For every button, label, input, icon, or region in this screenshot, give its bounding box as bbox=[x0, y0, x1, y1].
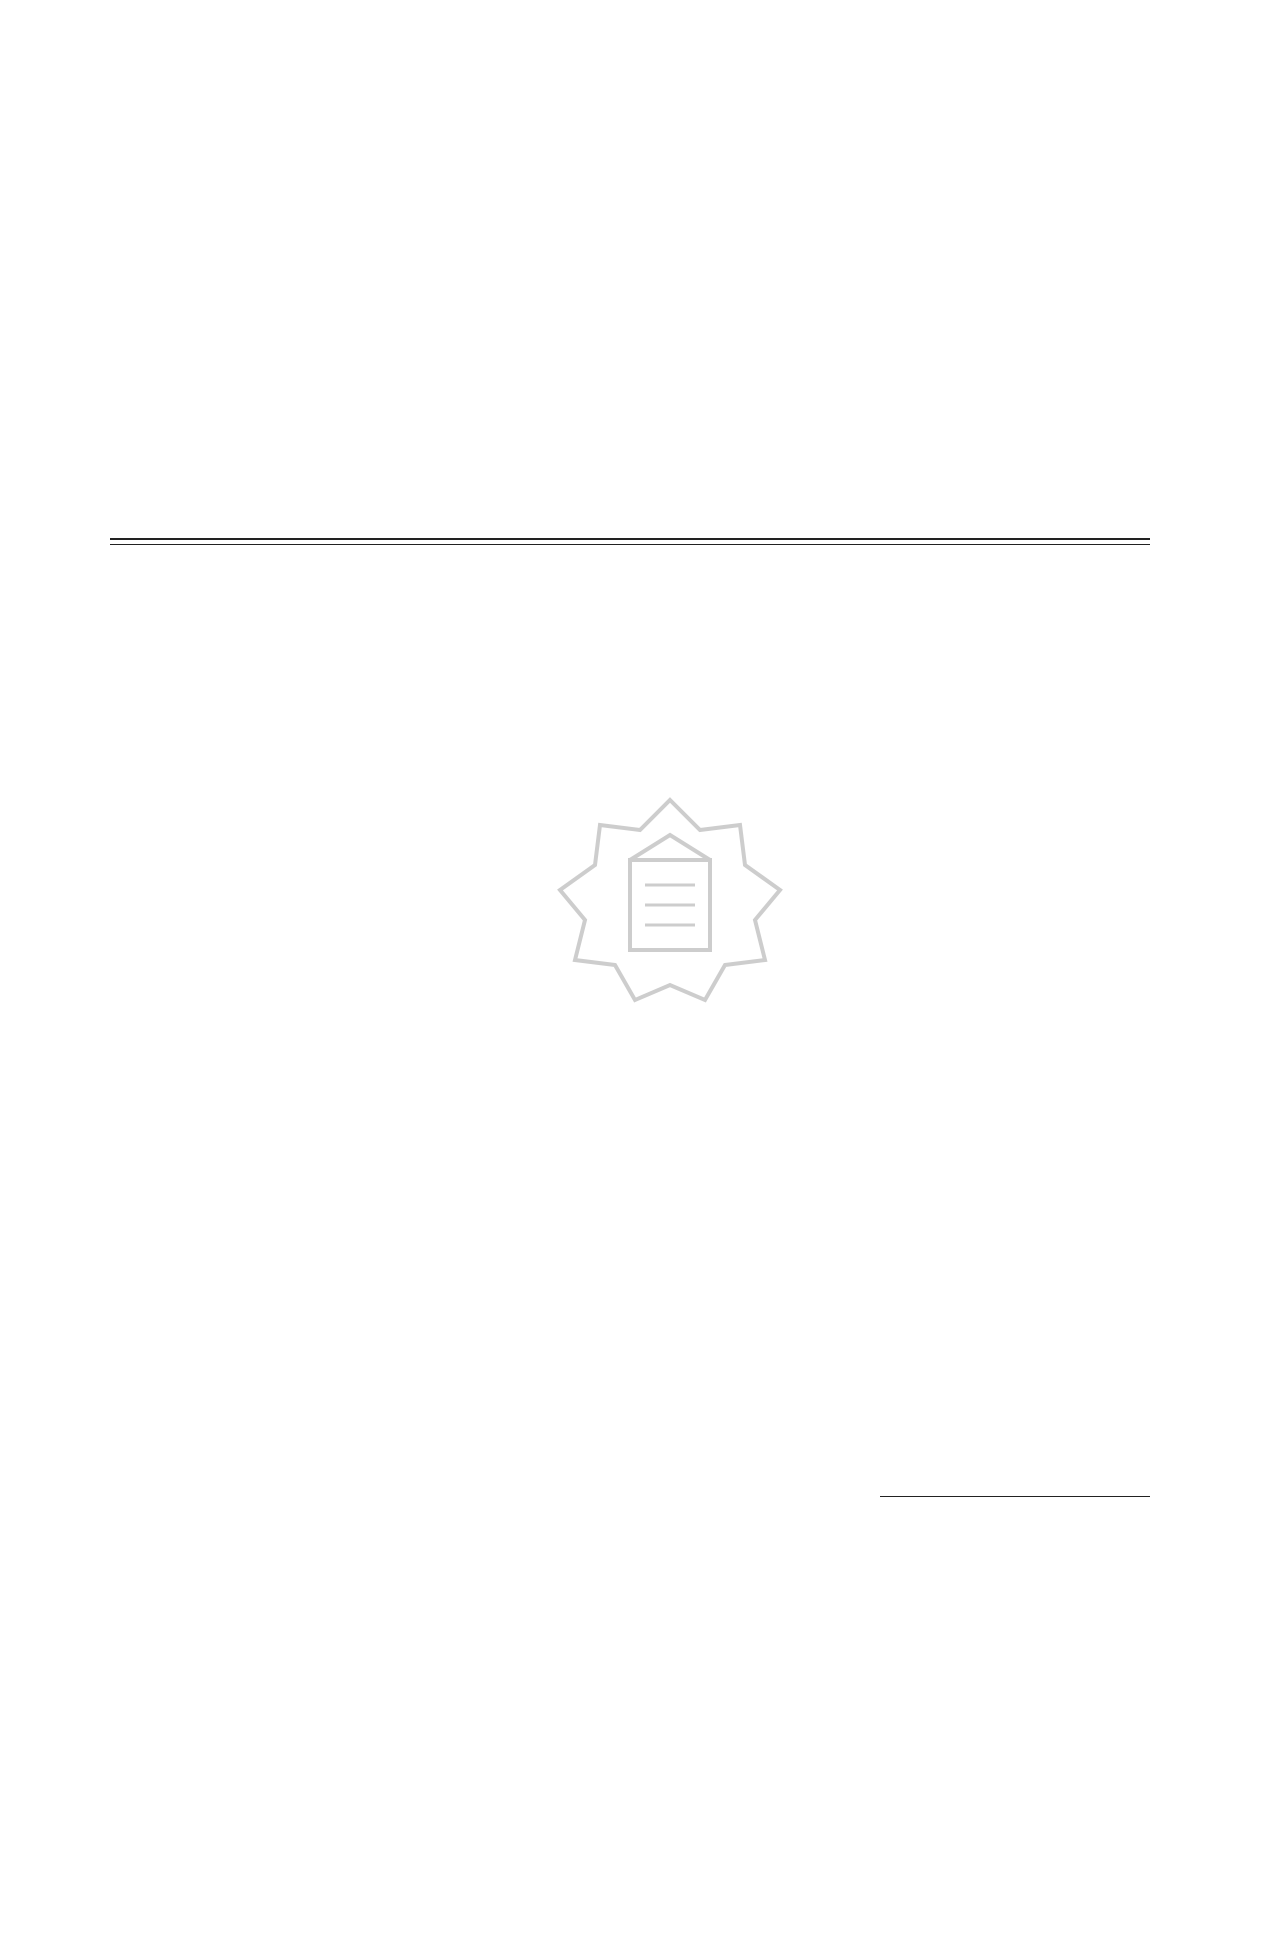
footnote-line bbox=[110, 1699, 1155, 1738]
commentary-line bbox=[110, 1083, 1155, 1142]
commentary-verse-line bbox=[110, 1024, 1155, 1083]
matn-line bbox=[180, 280, 1140, 340]
matn-line bbox=[180, 460, 1140, 520]
library-seal-icon bbox=[545, 790, 795, 1020]
commentary-line bbox=[110, 1317, 1155, 1376]
commentary-block bbox=[110, 556, 1155, 1609]
matn-verse-line bbox=[180, 340, 1140, 400]
commentary-line bbox=[110, 673, 1155, 732]
double-rule-divider bbox=[110, 538, 1150, 545]
footnotes-block bbox=[110, 1506, 1155, 1776]
commentary-line bbox=[110, 1434, 1155, 1493]
commentary-line bbox=[110, 732, 1155, 791]
footnote-rule bbox=[880, 1496, 1150, 1497]
footnote-line bbox=[110, 1622, 1155, 1661]
matn-block bbox=[180, 220, 1140, 520]
footnote-line bbox=[110, 1545, 1155, 1584]
commentary-line bbox=[110, 1375, 1155, 1434]
commentary-line bbox=[110, 1200, 1155, 1259]
footnote-line bbox=[110, 1506, 1155, 1545]
commentary-line bbox=[110, 615, 1155, 674]
commentary-line bbox=[110, 1141, 1155, 1200]
footnote-line bbox=[110, 1737, 1155, 1776]
footnote-line bbox=[110, 1660, 1155, 1699]
matn-line bbox=[180, 400, 1140, 460]
commentary-line bbox=[110, 1258, 1155, 1317]
matn-line bbox=[180, 220, 1140, 280]
commentary-line bbox=[110, 556, 1155, 615]
footnote-line bbox=[110, 1583, 1155, 1622]
